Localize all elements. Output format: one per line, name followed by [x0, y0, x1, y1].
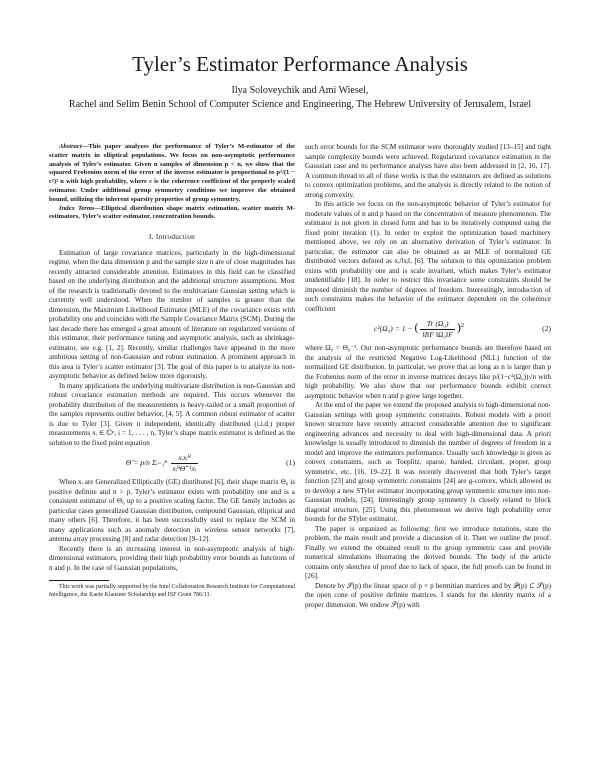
index-terms-text: —Elliptical distribution shape matrix estimation, scatter matrix M-estimators, Tyler’s scatter estimator, concentration bounds. [49, 204, 295, 221]
intro-paragraph-2: In many applications the underlying multivariate distribution is non-Gaussian and robust covariance estimation methods are required. This occurs whenever the probability distribution of the measurements is heavy-tailed or a small proportion of the samples represents outlier behavior, [4, 5]. A common robust estimator of scatter is due to Tyler [3]. Given n independent, identically distributed (i.i.d.) proper measurements xᵢ ∈ ℂᵖ, i = 1, . . . , n, Tyler’s shape matrix estimator is defined as the solution to the fixed point equation [49, 381, 295, 447]
equation-2-exponent: 2 [460, 322, 465, 330]
equation-1-fraction [171, 453, 199, 473]
equation-2-lhs: c²(Ω₀) = 1 − [373, 323, 413, 333]
equation-1-sum: Σᵢ₌₁ⁿ [151, 457, 167, 467]
equation-1-lhs: Θ̂ = p/n [125, 457, 150, 467]
footnote-rule [49, 580, 109, 581]
equation-1-number: (1) [286, 458, 295, 468]
intro-paragraph-3: When xᵢ are Generalized Elliptically (GE) distributed [6], their shape matrix Θ₀ is positive definite and n > p, Tyler’s estimator exists with probability one and is a consistent estimator of Θ₀ up to a positive scaling factor. The GE family includes as particular cases generalized Gaussian distribution, compound Gaussian, elliptical and many others [6]. Therefore, it has been successfully used to replace the SCM in many applications such as anomaly detection in wireless sensor networks [7], antenna array processing [8] and radar detection [9–12]. [49, 478, 295, 544]
index-terms [49, 205, 295, 223]
author-affiliation: Rachel and Selim Benin School of Computer Science and Engineering, The Hebrew University of Jerusalem, Israel [68, 99, 532, 110]
equation-2: c²(Ω₀) = 1 − ( $\frac{\text{Tr (Ω₀)}}{\text{‖I‖F ‖Ω₀‖F}}$ )$^2$ (2) [373, 319, 551, 339]
intro-paragraph-1: Estimation of large covariance matrices, particularly in the high-dimensional regime, when the data dimension p and the sample size n are of close magnitudes has recently attracted considerable attention. Estimators in this field can be classified based on the underlying distribution and the additional structure assumptions. Most of the research is traditionally devoted to the multivariate Gaussian setting which is currently well understood. When the number of samples is greater than the dimension, the Maximum Likelihood Estimator (MLE) of the covariance exists with probability one and coincides with the Sample Covariance Matrix (SCM). During the last decade there has emerged a great amount of literature on regularized versions of this estimator, their performance tuning and asymptotic analysis, such as shrinkage-estimator, see e.g. [1, 2]. Recently, similar challenges have appeared in the more ambitious setting of non-Gaussian and robust estimation. A prominent approach in this area is Tyler’s scatter estimator [3]. The goal of this paper is to analyze its non-asymptotic behavior as defined below more rigorously. [49, 248, 295, 381]
equation-1-numerator: xᵢxᵢᴴ [171, 453, 199, 464]
equation-2-number: (2) [542, 324, 551, 334]
abstract [49, 143, 295, 205]
right-paragraph-6: Denote by 𝒮(p) the linear space of p × p hermitian matrices and by 𝒫(p) ⊂ 𝒮(p) the open cone of positive definite matrices. I stands for the identity matrix of a proper dimension. We endow 𝒮(p) with [305, 581, 551, 609]
equation-2-denominator: ‖I‖F ‖Ω₀‖F [422, 329, 453, 339]
right-paragraph-4: At the end of the paper we extend the proposed analysis to high-dimensional non-Gaussian settings with group symmetric constraints. Robust models with a priori known structure have recently attracted considerable attention due to significant engineering advances and necessity to deal with high-dimensional data. A priori knowledge is usually introduced to diminish the number of degrees of freedom in a model and improve the estimators performance. Usually such knowledge is given as convex constraints, such as Toeplitz, sparse, banded, circulant, proper, group symmetric, etc, [16, 19–22]. It was recently discovered that both Tyler’s target function [23] and group symmetric constraints [24] are g-convex, which allowed us to develop a new STyler estimator incorporating group symmetric structure into non-Gaussian models, [24]. Interestingly group symmetry is closely related to block diagonal structure, [25]. Using this phenomenon we derive high probability error bounds for the STyler estimator. [305, 401, 551, 523]
paper-title: Tyler’s Estimator Performance Analysis [132, 52, 468, 76]
equation-2-numerator: Tr (Ω₀) [420, 319, 454, 330]
equation-2-fraction [420, 319, 454, 339]
right-paragraph-2: In this article we focus on the non-asymptotic behavior of Tyler’s estimator for moderate values of n and p based on the concentration of measure phenomenon. The estimator is not given in closed form and has to be iteratively computed using the fixed point iteration (1). In order to exploit the optimization based machinery mentioned above, we rely on an alternative derivation of Tyler’s estimator. In particular, the estimator can also be obtained as an MLE of normalized GE distributed vectors defined as xᵢ/‖xᵢ‖, [6]. The solution to this optimization problem exists with probability one and is scale invariant, which makes Tyler’s estimator unidentifiable [18]. In order to restrict this invariance some constraints should be imposed diminish the number of degrees of freedom. Interestingly, introduction of such constraints makes the behavior of the estimator dependent on the coherence coefficient [305, 200, 551, 313]
right-paragraph-1: such error bounds for the SCM estimator were thoroughly studied [13–15] and tight sample complexity bounds were achieved. Regularized covariance estimation in the Gaussian case and its performance analysis have also been addressed in [2, 16, 17]. A common thread to all of these works is that the estimators are defined as solutions to convex optimization problems, and the analysis is directly related to the notion of strong convexity. [305, 143, 551, 199]
left-column [49, 143, 295, 600]
footnote: This work was partially supported by the Intel Collaboration Research Institute for Computational Intelligence, the Kaete Klausner Scholarship and ISF Grant 786/11. [49, 584, 295, 598]
author-block [0, 84, 600, 112]
abstract-text: —This paper analyzes the performance of Tyler’s M-estimator of the scatter matrix in elliptical populations. We focus on non-asymptotic performance analysis of Tyler’s estimator. Given n samples of dimension p < n, we show that the squared Frobenius norm of the error of the inverse estimator is proportional to p²/(1 − c²)² n with high probability, where c is the coherence coefficient of the properly scaled estimator. Under additional group symmetry conditions we improve the obtained bound, utilizing the inherent sparsity properties of group symmetry. [49, 143, 295, 203]
author-names: Ilya Soloveychik and Ami Wiesel, [231, 85, 369, 96]
equation-1 [49, 453, 295, 473]
right-paragraph-3: where Ω₀ = Θ₀⁻¹. Our non-asymptotic performance bounds are therefore based on the analysis of the restricted Negative Log-Likelihood (NLL) function of the normalized GE distribution. In particular, we prove that as long as n is larger than p the Frobenius norm of the error in inverse matrices decays like p/(1−c²(Ω₀))√n with high probability. We also show that our performance bounds exhibit correct asymptotic behavior when n and p grow large together. [305, 344, 551, 400]
intro-paragraph-4: Recently there is an increasing interest in non-asymptotic analysis of high-dimensional estimators, providing their high probability error bounds as functions of n and p. In the case of Gaussian populations, [49, 544, 295, 572]
section-heading-introduction: I. Introduction [148, 233, 196, 242]
equation-1-denominator: xᵢᴴΘ̂⁻¹xᵢ [172, 463, 197, 473]
right-column [305, 143, 551, 610]
index-terms-label: Index Terms [59, 204, 95, 212]
right-paragraph-5: The paper is organized as following: first we introduce notations, state the problem, the main result and provide a discussion of it. Then we outline the proof. Finally we extend the obtained result to the group symmetric case and provide numerical simulations illustrating the derived bounds. The body of the article contains only sketches of proof due to lack of space, the full proofs can be found in [26]. [305, 524, 551, 580]
abstract-label: Abstract [59, 143, 82, 150]
